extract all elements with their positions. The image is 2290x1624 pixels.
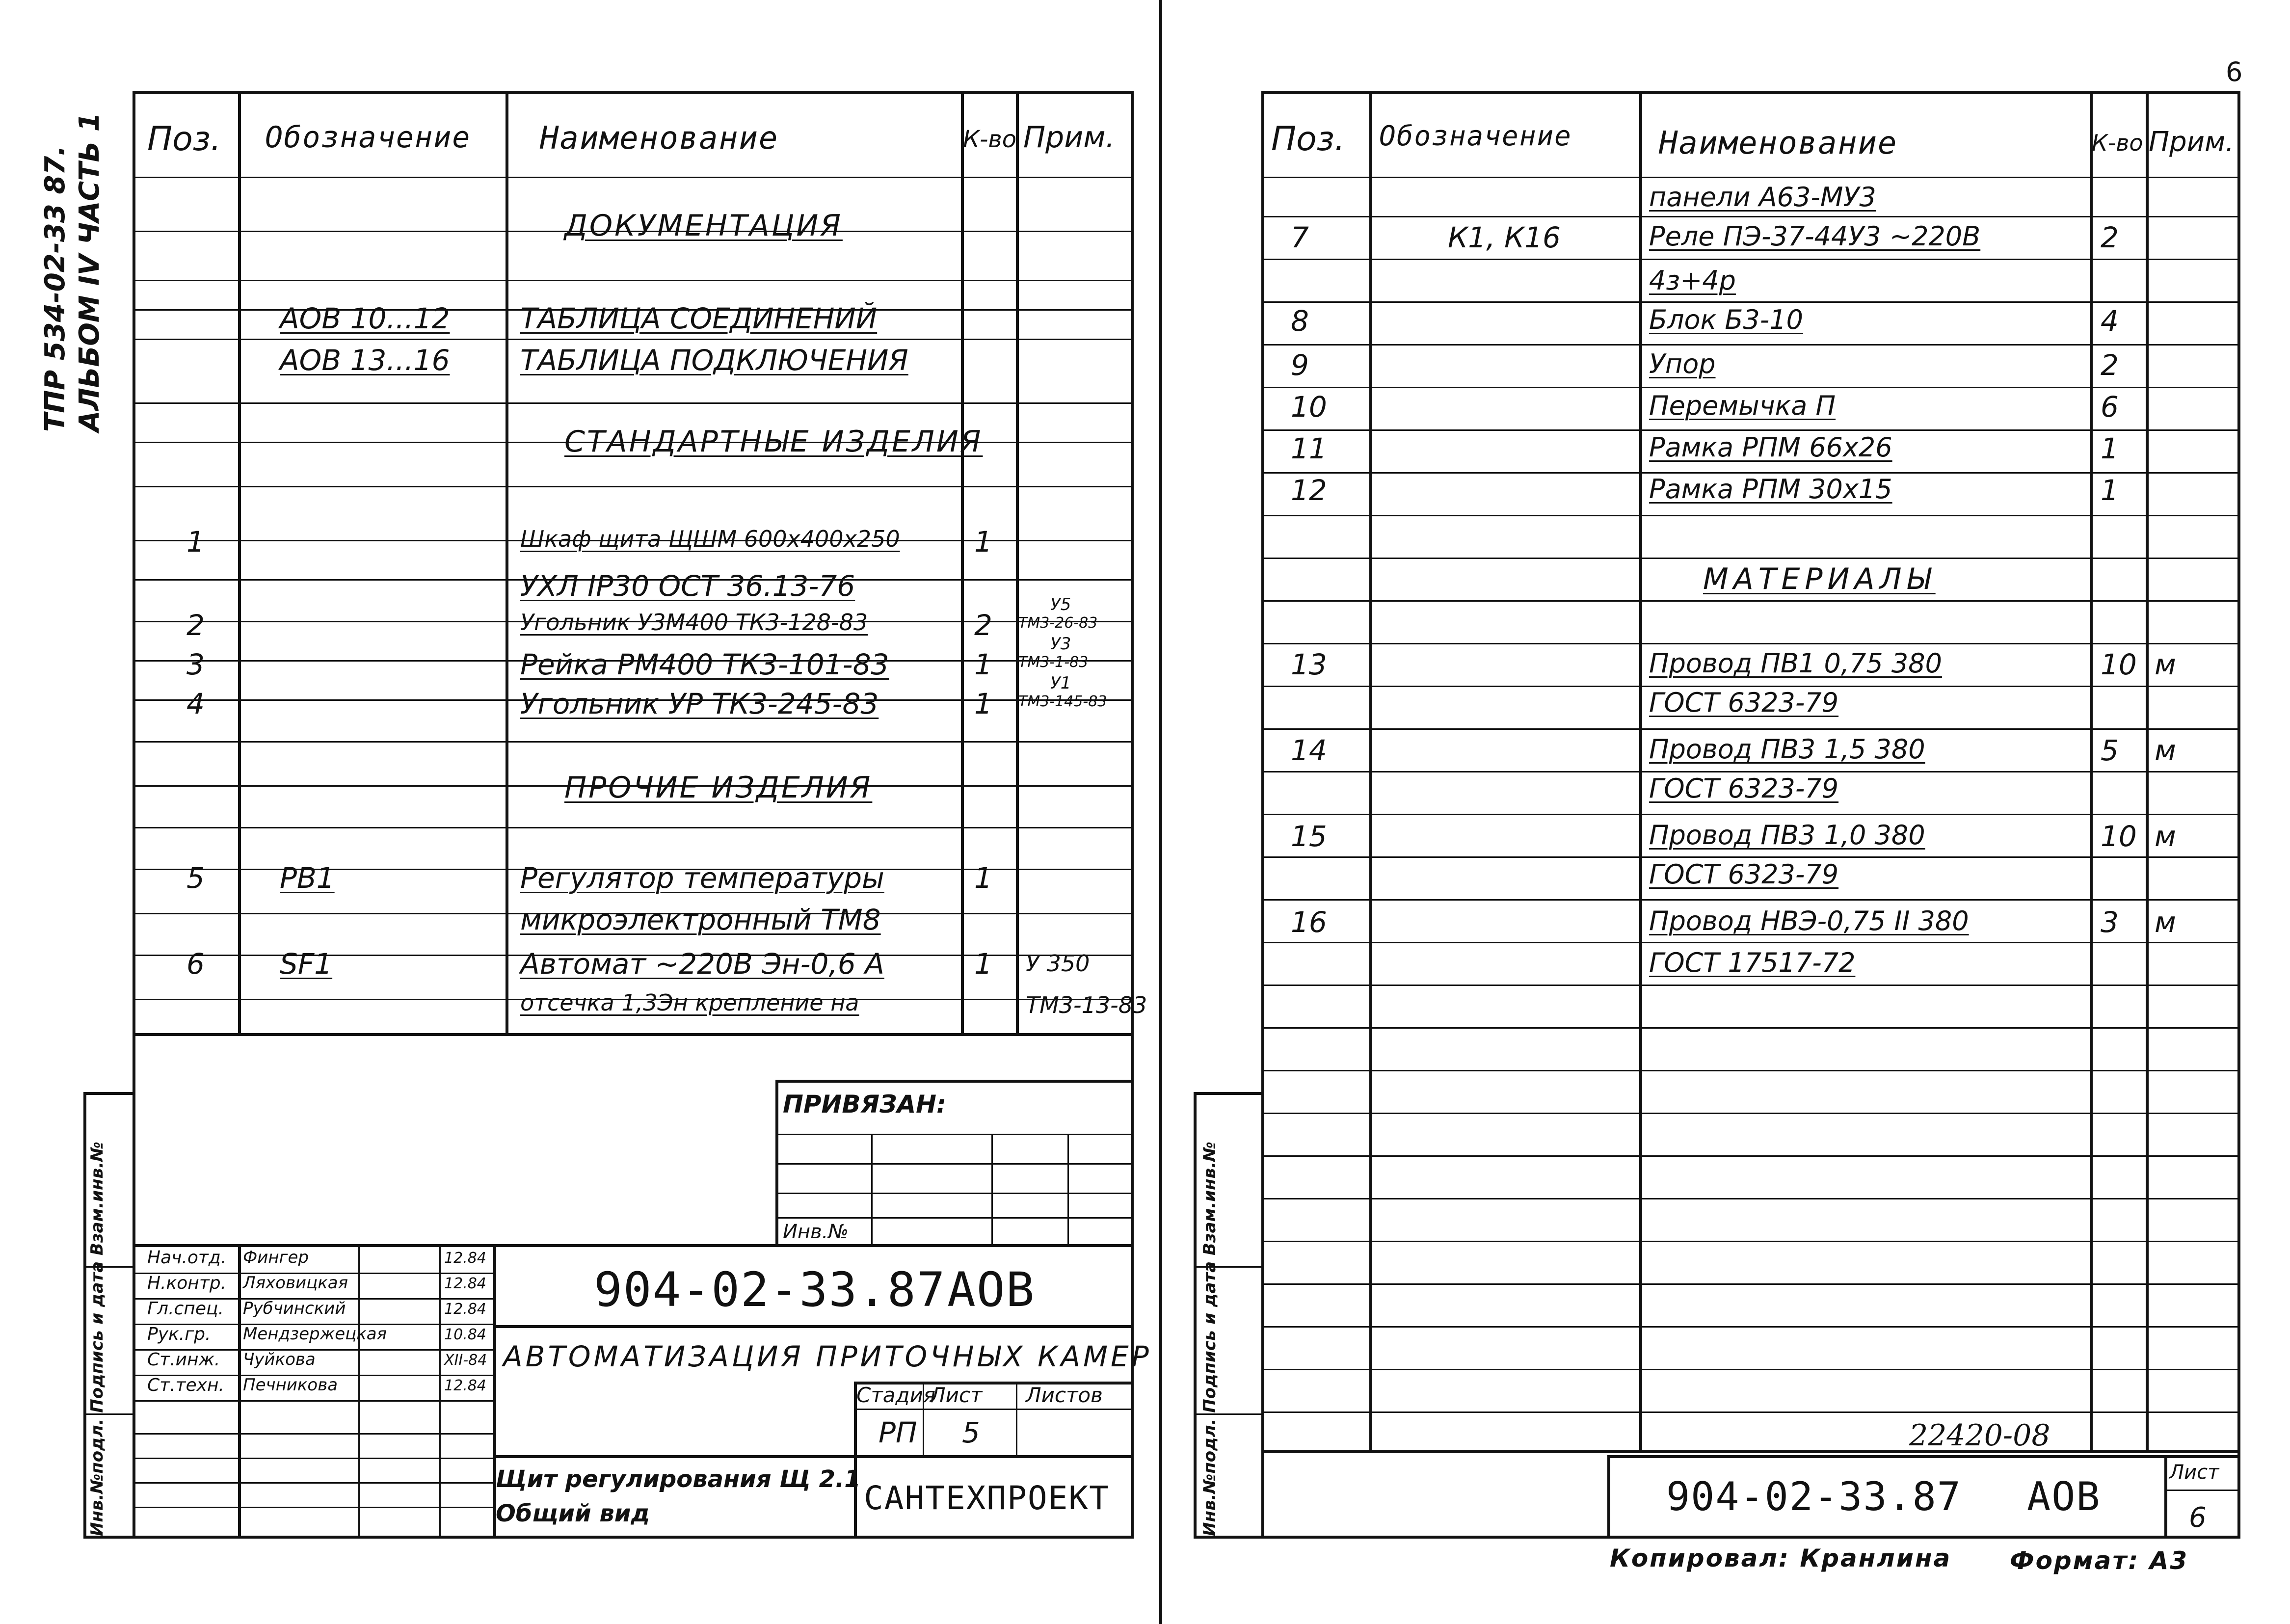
row-pos: 7: [1291, 221, 1309, 254]
row-pos: 11: [1291, 432, 1327, 465]
row-name: Угольник УР ТК3-245-83: [520, 687, 879, 720]
stamp-person: Ляховицкая: [243, 1273, 348, 1293]
row-name: Шкаф щита ЩШМ 600х400х250: [520, 526, 900, 552]
stamp-role: Нач.отд.: [147, 1248, 227, 1268]
row-qty: 1: [974, 861, 992, 895]
row-note-bottom: ТМ3-145-83: [1018, 693, 1107, 710]
table-rule: [1261, 515, 2240, 516]
row-name: ГОСТ 6323-79: [1649, 859, 1839, 890]
table-rule: [133, 741, 1134, 743]
row-pos: 8: [1291, 304, 1309, 338]
row-qty: 6: [2101, 390, 2119, 424]
row-qty: 1: [974, 687, 992, 720]
right-sheet-value: 6: [2189, 1502, 2207, 1534]
row-note: м: [2155, 734, 2176, 767]
stamp-date: 12.84: [444, 1275, 486, 1292]
row-designation: АОВ 10...12: [280, 302, 450, 335]
row-name: Провод ПВ1 0,75 380: [1649, 648, 1942, 679]
stamp-date: 12.84: [444, 1301, 486, 1318]
main-stamp-top: [133, 1244, 1134, 1247]
table-rule: [133, 827, 1134, 828]
row-designation: SF1: [280, 947, 333, 981]
row-name: 4з+4р: [1649, 265, 1736, 296]
table-rule: [1261, 1411, 2240, 1413]
table-rule: [1261, 1027, 2240, 1029]
table-rule: [1261, 985, 2240, 986]
table-rule: [1261, 856, 2240, 858]
page-fold-line: [1159, 0, 1162, 1624]
sheet-corner-number: 6: [2226, 56, 2243, 87]
row-name: Рамка РПМ 66х26: [1649, 432, 1892, 463]
stage-label: Стадия: [856, 1383, 936, 1407]
row-qty: 1: [974, 947, 992, 981]
table-rule: [1261, 1070, 2240, 1071]
table-rule: [133, 402, 1134, 404]
row-name: Упор: [1649, 348, 1716, 379]
table-rule: [133, 280, 1134, 281]
table-rule: [1261, 429, 2240, 431]
row-pos: 13: [1291, 648, 1327, 681]
row-name: Реле ПЭ-37-44У3 ~220В: [1649, 221, 1981, 252]
row-name: Автомат ~220В Эн-0,6 А: [520, 947, 884, 981]
stamp-role: Рук.гр.: [147, 1324, 211, 1344]
stamp-rule: [133, 1458, 493, 1459]
inv-no-label: Инв.№: [783, 1221, 849, 1243]
row-note-bottom: ТМ3-1-83: [1018, 654, 1089, 671]
table-rule: [1261, 1283, 2240, 1285]
right-sheet-label: Лист: [2169, 1461, 2219, 1484]
table-rule: [1261, 728, 2240, 730]
section-heading: СТАНДАРТНЫЕ ИЗДЕЛИЯ: [564, 425, 983, 459]
row-name: УХЛ IP30 ОСТ 36.13-76: [520, 569, 855, 603]
row-designation: К1, К16: [1448, 221, 1561, 254]
row-note-top: У5: [1050, 595, 1071, 614]
row-name: Провод ПВ3 1,0 380: [1649, 820, 1925, 851]
table-rule: [1261, 558, 2240, 559]
stamp-code: 904-02-33.87: [594, 1262, 946, 1317]
r-header-designation: Обозначение: [1379, 120, 1572, 152]
table-rule: [1261, 344, 2240, 346]
table-rule: [1261, 301, 2240, 303]
stamp-title: АВТОМАТИЗАЦИЯ ПРИТОЧНЫХ КАМЕР: [503, 1340, 1152, 1373]
stamp-rule: [133, 1507, 493, 1508]
row-designation: РВ1: [280, 861, 335, 895]
table-rule: [1261, 942, 2240, 943]
stamp-rule: [133, 1400, 493, 1402]
copied-by: Копировал: Кранлина: [1610, 1544, 1952, 1572]
row-qty: 10: [2101, 648, 2137, 681]
format: Формат: А3: [2010, 1546, 2189, 1575]
table-rule: [1261, 387, 2240, 388]
row-name: отсечка 1,3Эн крепление на: [520, 989, 859, 1016]
header-designation: Обозначение: [265, 120, 471, 155]
row-designation: АОВ 13...16: [280, 344, 450, 377]
stamp-date: XII-84: [444, 1352, 487, 1369]
row-qty: 3: [2101, 905, 2119, 939]
album-caption-line1: ТПР 534-02-33 87.: [39, 145, 71, 432]
table-rule: [1261, 643, 2240, 644]
row-qty: 4: [2101, 304, 2119, 338]
table-rule: [1261, 472, 2240, 474]
right-stamp-suffix: АОВ: [2027, 1474, 2101, 1519]
row-pos: 14: [1291, 734, 1327, 767]
privyazan-top: [775, 1080, 1134, 1083]
sheet-value: 5: [962, 1416, 980, 1449]
r-header-pos: Поз.: [1271, 120, 1345, 159]
stamp-date: 10.84: [444, 1326, 486, 1343]
row-name: микроэлектронный ТМ8: [520, 903, 881, 936]
row-pos: 5: [186, 861, 205, 895]
table-rule: [1261, 216, 2240, 217]
table-rule: [1261, 259, 2240, 260]
row-pos: 16: [1291, 905, 1327, 939]
stamp-person: Мендзержецкая: [243, 1324, 387, 1344]
row-qty: 5: [2101, 734, 2119, 767]
row-pos: 1: [186, 525, 205, 559]
table-rule: [1261, 686, 2240, 687]
row-pos: 10: [1291, 390, 1327, 424]
row-name: ГОСТ 6323-79: [1649, 773, 1839, 804]
section-heading: ДОКУМЕНТАЦИЯ: [564, 209, 843, 243]
row-qty: 10: [2101, 820, 2137, 853]
stamp-rule: [133, 1482, 493, 1484]
row-note: м: [2155, 820, 2176, 853]
table-rule: [1261, 600, 2240, 602]
stamp-role: Ст.инж.: [147, 1350, 220, 1370]
stamp-date: 12.84: [444, 1377, 486, 1394]
row-note: м: [2155, 648, 2176, 681]
row-note-bottom: ТМ3-26-83: [1018, 614, 1098, 632]
row-name: Провод НВЭ-0,75 II 380: [1649, 905, 1969, 936]
row-name: Рейка РМ400 ТК3-101-83: [520, 648, 889, 681]
row-name: ГОСТ 6323-79: [1649, 687, 1839, 718]
stage-value: РП: [879, 1416, 917, 1449]
row-pos: 6: [186, 947, 205, 981]
privyazan-label: ПРИВЯЗАН:: [783, 1090, 947, 1118]
row-pos: 12: [1291, 474, 1327, 507]
sheet-title-2: Общий вид: [496, 1500, 650, 1527]
header-name: Наименование: [540, 120, 779, 157]
row-name: ТАБЛИЦА СОЕДИНЕНИЙ: [520, 302, 878, 335]
row-name: Регулятор температуры: [520, 861, 884, 895]
row-name: Угольник У3М400 ТК3-128-83: [520, 609, 868, 636]
stamp-role: Н.контр.: [147, 1273, 227, 1293]
table-rule: [1261, 814, 2240, 815]
stamp-person: Фингер: [243, 1248, 309, 1267]
table-rule: [133, 339, 1134, 340]
handwritten-number: 22420-08: [1909, 1418, 2050, 1453]
row-note: У 350: [1026, 950, 1090, 977]
table-rule: [1261, 1326, 2240, 1328]
row-name: Провод ПВ3 1,5 380: [1649, 734, 1925, 765]
table-rule: [1261, 771, 2240, 772]
row-name: панели А63-МУ3: [1649, 182, 1876, 213]
right-side-stamp-label: Инв.№подл. Подпись и дата Взам.инв.№: [1200, 1142, 1220, 1536]
album-caption-line2: АЛЬБОМ IV ЧАСТЬ 1: [74, 112, 106, 432]
stamp-person: Чуйкова: [243, 1350, 316, 1369]
stamp-suffix: АОВ: [947, 1262, 1036, 1317]
row-pos: 4: [186, 687, 205, 720]
table-rule: [1261, 1241, 2240, 1242]
header-pos: Поз.: [147, 120, 221, 159]
header-note: Прим.: [1023, 120, 1115, 155]
r-header-note: Прим.: [2149, 126, 2235, 158]
sheets-label: Листов: [1026, 1383, 1103, 1407]
stamp-date: 12.84: [444, 1250, 486, 1267]
row-name: ГОСТ 17517-72: [1649, 947, 1856, 978]
sheet-title-1: Щит регулирования Щ 2.1: [496, 1465, 861, 1493]
stamp-person: Печникова: [243, 1375, 338, 1395]
stamp-rule: [133, 1433, 493, 1435]
row-qty: 2: [2101, 221, 2119, 254]
row-qty: 1: [2101, 474, 2119, 507]
table-rule: [1261, 1369, 2240, 1370]
side-stamp-label-inv: Инв.№подл. Подпись и дата Взам.инв.№: [87, 1142, 107, 1536]
row-name: Перемычка П: [1649, 390, 1836, 421]
row-note-top: У1: [1050, 673, 1071, 693]
header-qty: К-во: [963, 126, 1017, 153]
row-note-top: У3: [1050, 634, 1071, 654]
row-qty: 1: [974, 525, 992, 559]
section-heading: МАТЕРИАЛЫ: [1703, 562, 1936, 596]
stamp-person: Рубчинский: [243, 1299, 346, 1318]
row-name: Рамка РПМ 30х15: [1649, 474, 1892, 505]
table-rule: [1261, 899, 2240, 901]
r-header-name: Наименование: [1659, 125, 1898, 161]
row-pos: 15: [1291, 820, 1327, 853]
section-heading: ПРОЧИЕ ИЗДЕЛИЯ: [564, 771, 873, 805]
row-pos: 9: [1291, 348, 1309, 382]
sheet-label: Лист: [930, 1383, 983, 1407]
row-note: ТМ3-13-83: [1026, 992, 1147, 1018]
row-pos: 2: [186, 609, 205, 642]
row-qty: 2: [2101, 348, 2119, 382]
stamp-role: Ст.техн.: [147, 1375, 224, 1395]
table-rule: [1261, 1155, 2240, 1157]
row-note: м: [2155, 905, 2176, 939]
row-name: ТАБЛИЦА ПОДКЛЮЧЕНИЯ: [520, 344, 908, 377]
row-name: Блок Б3-10: [1649, 304, 1803, 335]
stamp-role: Гл.спец.: [147, 1299, 224, 1319]
row-qty: 2: [974, 609, 992, 642]
row-qty: 1: [974, 648, 992, 681]
right-stamp-code: 904-02-33.87: [1666, 1474, 1962, 1519]
table-rule: [1261, 1198, 2240, 1199]
row-pos: 3: [186, 648, 205, 681]
table-rule: [133, 486, 1134, 487]
row-qty: 1: [2101, 432, 2119, 465]
org-name: САНТЕХПРОЕКТ: [864, 1479, 1110, 1517]
r-header-qty: К-во: [2092, 130, 2143, 156]
table-rule: [1261, 1113, 2240, 1114]
